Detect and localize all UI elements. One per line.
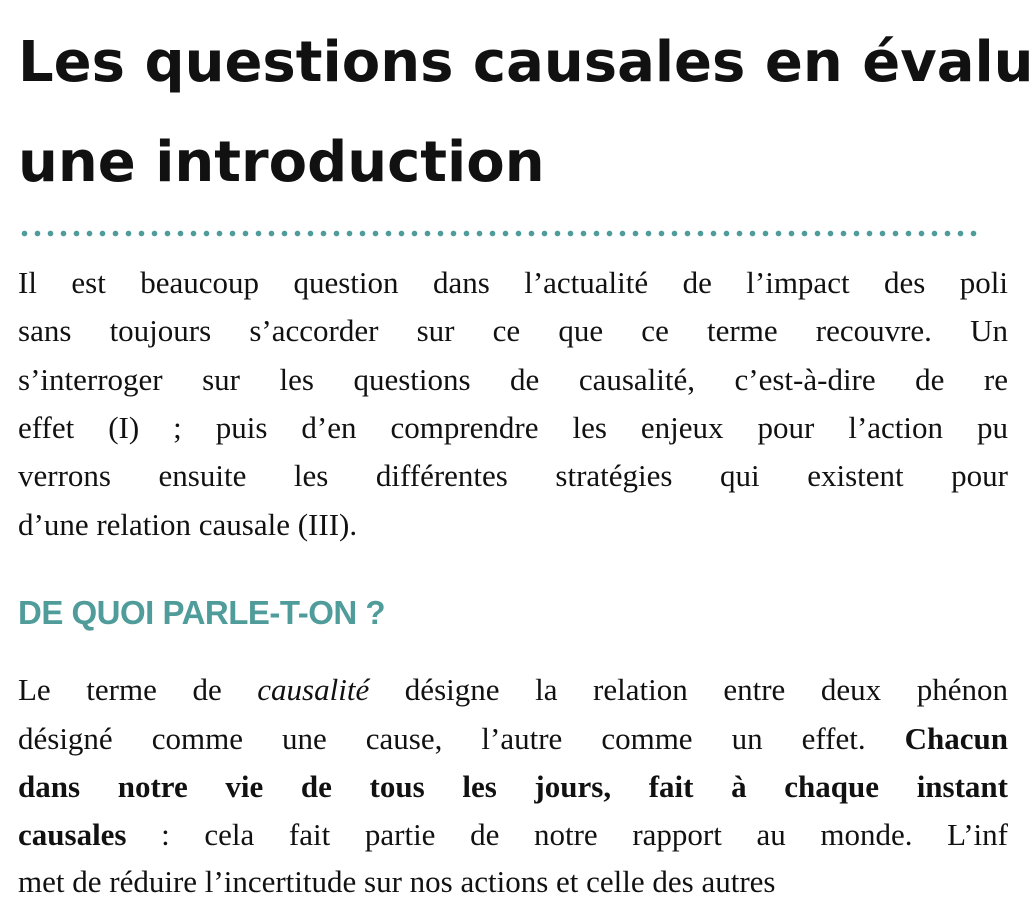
section-line-1-start: Le terme de [18,672,258,707]
intro-line-5: verrons ensuite les différentes stratégies qui existent pour [18,458,1008,493]
document-title-line-1: Les questions causales en évalu [18,30,1034,95]
section-line-4-rest: : cela fait partie de notre rapport au monde. L’inf [126,817,1008,852]
intro-line-6: d’une relation causale (III). [18,507,358,542]
section-line-3: dans notre vie de tous les jours, fait à chaque instant [18,769,1008,804]
section-line-1 [18,670,1008,710]
intro-line-1: Il est beaucoup question dans l’actualité de l’impact des poli [18,265,1008,300]
section-line-2-bold: Chacun [904,721,1008,756]
section-line-4-bold: causales [18,817,127,852]
intro-line-4: effet (I) ; puis d’en comprendre les enjeux pour l’action pu [18,410,1008,445]
causalite-term: causalité [257,672,370,707]
section-heading: DE QUOI PARLE-T-ON ? [18,594,386,631]
section-line-2-start: désigné comme une cause, l’autre comme un effet. [18,721,905,756]
section-line-4 [18,815,1008,855]
intro-line-3: s’interroger sur les questions de causalité, c’est-à-dire de re [18,362,1008,397]
section-line-5: met de réduire l’incertitude sur nos actions et celle des autres [18,864,776,899]
section-line-1-end: désigne la relation entre deux phénon [369,672,1008,707]
section-line-2 [18,719,1008,759]
intro-line-2: sans toujours s’accorder sur ce que ce terme recouvre. Un [18,313,1008,348]
title-divider [18,230,978,237]
document-title-line-2: une introduction [18,130,545,195]
